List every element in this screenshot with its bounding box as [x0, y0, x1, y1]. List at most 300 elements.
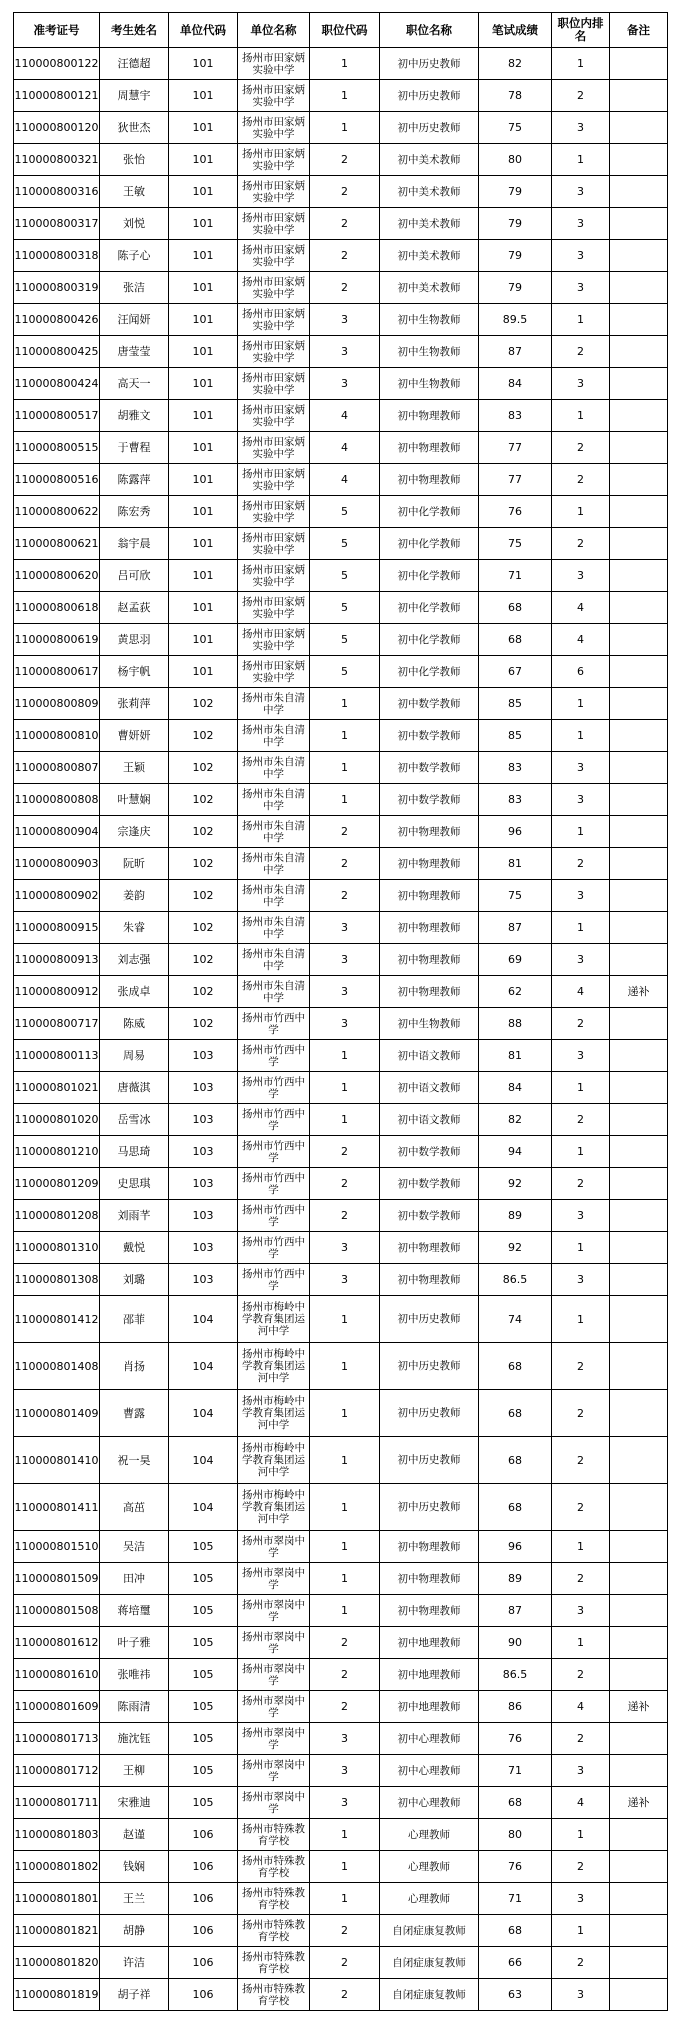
cell-position-rank: 1: [552, 1232, 610, 1264]
table-row: [14, 144, 668, 176]
cell-position-rank: 3: [552, 112, 610, 144]
cell-position-rank: 2: [552, 80, 610, 112]
cell-unit-code: 102: [169, 880, 238, 912]
cell-written-score: 83: [479, 784, 552, 816]
cell-unit-name: 扬州市竹西中学: [238, 1232, 310, 1264]
cell-position-rank: 3: [552, 1264, 610, 1296]
cell-candidate-name: 施沈钰: [100, 1723, 169, 1755]
cell-position-rank: 2: [552, 848, 610, 880]
cell-unit-name: 扬州市朱自清中学: [238, 720, 310, 752]
cell-unit-name: 扬州市梅岭中学教育集团运河中学: [238, 1484, 310, 1531]
cell-exam-number: 110000801508: [14, 1595, 100, 1627]
cell-position-name: 初中化学教师: [380, 528, 479, 560]
cell-position-rank: 3: [552, 176, 610, 208]
cell-remarks: [610, 560, 668, 592]
header-written-score: 笔试成绩: [479, 13, 552, 48]
cell-position-name: 初中数学教师: [380, 1200, 479, 1232]
cell-unit-code: 101: [169, 240, 238, 272]
cell-unit-code: 105: [169, 1691, 238, 1723]
table-row: [14, 496, 668, 528]
cell-remarks: [610, 144, 668, 176]
cell-position-rank: 3: [552, 1595, 610, 1627]
cell-exam-number: 110000801803: [14, 1819, 100, 1851]
cell-position-code: 4: [310, 432, 380, 464]
cell-position-name: 初中数学教师: [380, 688, 479, 720]
cell-remarks: [610, 1390, 668, 1437]
cell-written-score: 92: [479, 1168, 552, 1200]
cell-candidate-name: 陈子心: [100, 240, 169, 272]
cell-unit-code: 105: [169, 1595, 238, 1627]
cell-exam-number: 110000800113: [14, 1040, 100, 1072]
cell-unit-code: 101: [169, 304, 238, 336]
cell-unit-name: 扬州市朱自清中学: [238, 976, 310, 1008]
cell-exam-number: 110000800316: [14, 176, 100, 208]
cell-unit-name: 扬州市朱自清中学: [238, 944, 310, 976]
cell-position-rank: 2: [552, 1659, 610, 1691]
table-row: [14, 272, 668, 304]
cell-position-code: 2: [310, 1979, 380, 2011]
cell-position-name: 初中物理教师: [380, 880, 479, 912]
cell-position-name: 初中美术教师: [380, 208, 479, 240]
cell-position-code: 5: [310, 560, 380, 592]
cell-unit-name: 扬州市翠岗中学: [238, 1755, 310, 1787]
cell-unit-code: 102: [169, 1008, 238, 1040]
cell-position-code: 3: [310, 368, 380, 400]
cell-unit-code: 102: [169, 848, 238, 880]
cell-unit-code: 103: [169, 1264, 238, 1296]
cell-remarks: [610, 1296, 668, 1343]
cell-position-code: 1: [310, 1883, 380, 1915]
cell-candidate-name: 田冲: [100, 1563, 169, 1595]
cell-remarks: [610, 1851, 668, 1883]
cell-unit-name: 扬州市竹西中学: [238, 1136, 310, 1168]
cell-candidate-name: 刘悦: [100, 208, 169, 240]
cell-candidate-name: 赵谨: [100, 1819, 169, 1851]
cell-unit-name: 扬州市朱自清中学: [238, 848, 310, 880]
cell-written-score: 82: [479, 48, 552, 80]
cell-exam-number: 110000800618: [14, 592, 100, 624]
cell-position-name: 初中物理教师: [380, 816, 479, 848]
table-header: [14, 13, 668, 48]
cell-unit-name: 扬州市翠岗中学: [238, 1627, 310, 1659]
cell-exam-number: 110000800617: [14, 656, 100, 688]
cell-position-code: 2: [310, 1136, 380, 1168]
cell-position-name: 初中物理教师: [380, 848, 479, 880]
cell-remarks: [610, 1136, 668, 1168]
table-row: [14, 1627, 668, 1659]
table-row: [14, 1104, 668, 1136]
cell-unit-code: 103: [169, 1200, 238, 1232]
cell-position-rank: 1: [552, 48, 610, 80]
cell-candidate-name: 岳雪冰: [100, 1104, 169, 1136]
cell-unit-code: 105: [169, 1563, 238, 1595]
cell-position-name: 初中物理教师: [380, 944, 479, 976]
cell-remarks: [610, 1979, 668, 2011]
cell-exam-number: 110000800913: [14, 944, 100, 976]
table-row: [14, 176, 668, 208]
cell-remarks: [610, 1200, 668, 1232]
cell-exam-number: 110000800318: [14, 240, 100, 272]
cell-candidate-name: 唐莹莹: [100, 336, 169, 368]
cell-candidate-name: 朱睿: [100, 912, 169, 944]
cell-remarks: [610, 1264, 668, 1296]
cell-position-name: 初中历史教师: [380, 1390, 479, 1437]
cell-exam-number: 110000800903: [14, 848, 100, 880]
cell-unit-name: 扬州市田家炳实验中学: [238, 80, 310, 112]
cell-remarks: [610, 240, 668, 272]
cell-remarks: [610, 368, 668, 400]
cell-remarks: [610, 1947, 668, 1979]
cell-written-score: 75: [479, 528, 552, 560]
cell-position-rank: 1: [552, 1531, 610, 1563]
header-remarks: 备注: [610, 13, 668, 48]
cell-position-code: 2: [310, 272, 380, 304]
cell-unit-code: 104: [169, 1296, 238, 1343]
header-unit-name: 单位名称: [238, 13, 310, 48]
table-row: [14, 1723, 668, 1755]
cell-remarks: [610, 1343, 668, 1390]
cell-position-rank: 3: [552, 1200, 610, 1232]
cell-position-name: 初中地理教师: [380, 1659, 479, 1691]
cell-position-name: 初中生物教师: [380, 368, 479, 400]
cell-position-name: 初中物理教师: [380, 912, 479, 944]
cell-unit-code: 106: [169, 1979, 238, 2011]
cell-unit-code: 103: [169, 1072, 238, 1104]
table-row: [14, 240, 668, 272]
table-row: [14, 112, 668, 144]
cell-position-code: 1: [310, 784, 380, 816]
results-table: [13, 12, 668, 2011]
table-row: [14, 1390, 668, 1437]
cell-position-name: 初中地理教师: [380, 1627, 479, 1659]
cell-candidate-name: 许洁: [100, 1947, 169, 1979]
cell-position-rank: 3: [552, 880, 610, 912]
cell-position-code: 4: [310, 400, 380, 432]
cell-unit-code: 101: [169, 272, 238, 304]
cell-remarks: [610, 1659, 668, 1691]
cell-position-name: 初中数学教师: [380, 1168, 479, 1200]
cell-written-score: 81: [479, 848, 552, 880]
cell-unit-code: 101: [169, 336, 238, 368]
cell-written-score: 69: [479, 944, 552, 976]
cell-unit-code: 102: [169, 752, 238, 784]
table-row: [14, 688, 668, 720]
cell-position-code: 2: [310, 816, 380, 848]
cell-exam-number: 110000801410: [14, 1437, 100, 1484]
cell-written-score: 88: [479, 1008, 552, 1040]
cell-candidate-name: 史思琪: [100, 1168, 169, 1200]
cell-written-score: 68: [479, 1343, 552, 1390]
cell-candidate-name: 曹露: [100, 1390, 169, 1437]
cell-position-rank: 2: [552, 1947, 610, 1979]
cell-remarks: [610, 176, 668, 208]
cell-candidate-name: 张怡: [100, 144, 169, 176]
cell-remarks: [610, 48, 668, 80]
table-row: [14, 528, 668, 560]
cell-written-score: 89: [479, 1563, 552, 1595]
cell-written-score: 62: [479, 976, 552, 1008]
cell-unit-code: 105: [169, 1627, 238, 1659]
cell-unit-name: 扬州市田家炳实验中学: [238, 368, 310, 400]
cell-unit-code: 102: [169, 944, 238, 976]
cell-written-score: 79: [479, 208, 552, 240]
cell-candidate-name: 汪德超: [100, 48, 169, 80]
cell-candidate-name: 胡雅文: [100, 400, 169, 432]
cell-position-code: 3: [310, 912, 380, 944]
table-row: [14, 624, 668, 656]
cell-written-score: 75: [479, 880, 552, 912]
cell-position-rank: 2: [552, 1008, 610, 1040]
cell-remarks: [610, 432, 668, 464]
cell-unit-name: 扬州市田家炳实验中学: [238, 208, 310, 240]
cell-candidate-name: 宗逢庆: [100, 816, 169, 848]
cell-position-rank: 1: [552, 912, 610, 944]
cell-position-rank: 4: [552, 1787, 610, 1819]
table-row: [14, 336, 668, 368]
cell-candidate-name: 赵孟荻: [100, 592, 169, 624]
cell-unit-name: 扬州市翠岗中学: [238, 1659, 310, 1691]
cell-candidate-name: 钱娴: [100, 1851, 169, 1883]
cell-written-score: 75: [479, 112, 552, 144]
table-row: [14, 1136, 668, 1168]
cell-unit-code: 101: [169, 400, 238, 432]
cell-position-rank: 3: [552, 944, 610, 976]
cell-written-score: 86: [479, 1691, 552, 1723]
cell-unit-name: 扬州市特殊教育学校: [238, 1883, 310, 1915]
cell-position-code: 1: [310, 48, 380, 80]
cell-candidate-name: 周慧宇: [100, 80, 169, 112]
cell-written-score: 68: [479, 1437, 552, 1484]
cell-position-name: 初中数学教师: [380, 1136, 479, 1168]
cell-position-name: 心理教师: [380, 1883, 479, 1915]
header-position-rank: 职位内排名: [552, 13, 610, 48]
table-row: [14, 368, 668, 400]
cell-position-rank: 3: [552, 752, 610, 784]
cell-exam-number: 110000800915: [14, 912, 100, 944]
cell-unit-code: 101: [169, 176, 238, 208]
cell-position-rank: 1: [552, 688, 610, 720]
cell-unit-code: 101: [169, 464, 238, 496]
cell-remarks: [610, 80, 668, 112]
table-row: [14, 1296, 668, 1343]
cell-remarks: [610, 1008, 668, 1040]
cell-position-code: 5: [310, 528, 380, 560]
cell-exam-number: 110000800120: [14, 112, 100, 144]
cell-exam-number: 110000800620: [14, 560, 100, 592]
header-row: [14, 13, 668, 48]
cell-unit-code: 105: [169, 1787, 238, 1819]
cell-candidate-name: 胡静: [100, 1915, 169, 1947]
cell-position-rank: 2: [552, 1563, 610, 1595]
cell-remarks: [610, 400, 668, 432]
cell-remarks: [610, 272, 668, 304]
cell-unit-name: 扬州市翠岗中学: [238, 1787, 310, 1819]
cell-position-name: 初中化学教师: [380, 656, 479, 688]
cell-position-name: 初中地理教师: [380, 1691, 479, 1723]
cell-unit-name: 扬州市田家炳实验中学: [238, 432, 310, 464]
cell-exam-number: 110000801209: [14, 1168, 100, 1200]
table-body: [14, 48, 668, 2011]
cell-unit-code: 102: [169, 784, 238, 816]
cell-unit-name: 扬州市梅岭中学教育集团运河中学: [238, 1437, 310, 1484]
cell-exam-number: 110000801408: [14, 1343, 100, 1390]
cell-position-code: 1: [310, 1563, 380, 1595]
cell-unit-name: 扬州市田家炳实验中学: [238, 400, 310, 432]
cell-written-score: 66: [479, 1947, 552, 1979]
cell-remarks: [610, 848, 668, 880]
table-row: [14, 1979, 668, 2011]
cell-written-score: 71: [479, 1755, 552, 1787]
cell-remarks: [610, 752, 668, 784]
cell-position-name: 初中历史教师: [380, 80, 479, 112]
cell-position-rank: 2: [552, 1723, 610, 1755]
cell-written-score: 96: [479, 816, 552, 848]
cell-exam-number: 110000801821: [14, 1915, 100, 1947]
cell-position-code: 2: [310, 1915, 380, 1947]
cell-unit-name: 扬州市竹西中学: [238, 1008, 310, 1040]
cell-unit-name: 扬州市翠岗中学: [238, 1595, 310, 1627]
cell-position-name: 初中心理教师: [380, 1787, 479, 1819]
cell-unit-name: 扬州市竹西中学: [238, 1264, 310, 1296]
cell-exam-number: 110000800807: [14, 752, 100, 784]
cell-candidate-name: 马思琦: [100, 1136, 169, 1168]
cell-position-code: 1: [310, 720, 380, 752]
cell-written-score: 79: [479, 240, 552, 272]
cell-position-rank: 2: [552, 1851, 610, 1883]
cell-remarks: 递补: [610, 976, 668, 1008]
cell-position-code: 4: [310, 464, 380, 496]
cell-unit-name: 扬州市田家炳实验中学: [238, 304, 310, 336]
cell-position-rank: 2: [552, 1104, 610, 1136]
cell-candidate-name: 汪闻妍: [100, 304, 169, 336]
table-row: [14, 1755, 668, 1787]
cell-written-score: 90: [479, 1627, 552, 1659]
cell-position-name: 初中美术教师: [380, 272, 479, 304]
cell-candidate-name: 陈露萍: [100, 464, 169, 496]
cell-candidate-name: 姜韵: [100, 880, 169, 912]
cell-unit-name: 扬州市竹西中学: [238, 1200, 310, 1232]
header-candidate-name: 考生姓名: [100, 13, 169, 48]
cell-position-code: 5: [310, 656, 380, 688]
cell-written-score: 84: [479, 368, 552, 400]
cell-written-score: 85: [479, 720, 552, 752]
table-row: [14, 1883, 668, 1915]
cell-position-rank: 3: [552, 1883, 610, 1915]
cell-unit-code: 106: [169, 1851, 238, 1883]
table-row: [14, 1040, 668, 1072]
cell-unit-name: 扬州市田家炳实验中学: [238, 144, 310, 176]
table-row: [14, 1437, 668, 1484]
cell-position-name: 自闭症康复教师: [380, 1915, 479, 1947]
table-row: [14, 912, 668, 944]
cell-candidate-name: 宋雅迪: [100, 1787, 169, 1819]
cell-unit-name: 扬州市翠岗中学: [238, 1691, 310, 1723]
cell-unit-name: 扬州市田家炳实验中学: [238, 592, 310, 624]
cell-unit-code: 105: [169, 1531, 238, 1563]
cell-unit-code: 101: [169, 656, 238, 688]
cell-candidate-name: 邵菲: [100, 1296, 169, 1343]
cell-position-code: 3: [310, 304, 380, 336]
cell-written-score: 84: [479, 1072, 552, 1104]
cell-position-code: 2: [310, 1627, 380, 1659]
cell-written-score: 68: [479, 1787, 552, 1819]
cell-exam-number: 110000800319: [14, 272, 100, 304]
cell-remarks: [610, 1563, 668, 1595]
cell-unit-code: 103: [169, 1232, 238, 1264]
cell-remarks: [610, 816, 668, 848]
cell-written-score: 87: [479, 336, 552, 368]
cell-written-score: 81: [479, 1040, 552, 1072]
cell-unit-name: 扬州市朱自清中学: [238, 816, 310, 848]
cell-unit-name: 扬州市田家炳实验中学: [238, 176, 310, 208]
table-row: [14, 48, 668, 80]
cell-remarks: [610, 1723, 668, 1755]
cell-position-name: 初中物理教师: [380, 976, 479, 1008]
cell-position-name: 心理教师: [380, 1851, 479, 1883]
cell-remarks: [610, 720, 668, 752]
cell-unit-code: 106: [169, 1947, 238, 1979]
table-row: [14, 816, 668, 848]
cell-exam-number: 110000800516: [14, 464, 100, 496]
cell-position-code: 2: [310, 1691, 380, 1723]
table-row: [14, 1563, 668, 1595]
cell-position-rank: 1: [552, 304, 610, 336]
cell-position-code: 2: [310, 880, 380, 912]
cell-remarks: [610, 1040, 668, 1072]
cell-position-rank: 3: [552, 560, 610, 592]
cell-candidate-name: 胡子祥: [100, 1979, 169, 2011]
cell-unit-name: 扬州市梅岭中学教育集团运河中学: [238, 1390, 310, 1437]
cell-exam-number: 110000800904: [14, 816, 100, 848]
cell-unit-code: 101: [169, 48, 238, 80]
cell-position-name: 初中美术教师: [380, 144, 479, 176]
cell-unit-name: 扬州市特殊教育学校: [238, 1915, 310, 1947]
cell-position-code: 1: [310, 752, 380, 784]
cell-candidate-name: 阮昕: [100, 848, 169, 880]
table-row: [14, 1787, 668, 1819]
cell-written-score: 80: [479, 144, 552, 176]
table-row: [14, 1008, 668, 1040]
cell-unit-name: 扬州市竹西中学: [238, 1040, 310, 1072]
cell-position-name: 初中数学教师: [380, 784, 479, 816]
cell-unit-code: 102: [169, 976, 238, 1008]
cell-position-code: 3: [310, 1787, 380, 1819]
cell-exam-number: 110000800321: [14, 144, 100, 176]
cell-candidate-name: 张洁: [100, 272, 169, 304]
cell-position-rank: 1: [552, 144, 610, 176]
cell-exam-number: 110000801712: [14, 1755, 100, 1787]
header-position-code: 职位代码: [310, 13, 380, 48]
cell-position-rank: 1: [552, 1627, 610, 1659]
cell-position-code: 5: [310, 496, 380, 528]
cell-unit-code: 101: [169, 80, 238, 112]
table-row: [14, 1691, 668, 1723]
cell-candidate-name: 张唯祎: [100, 1659, 169, 1691]
table-row: [14, 848, 668, 880]
cell-candidate-name: 祝一昊: [100, 1437, 169, 1484]
cell-unit-name: 扬州市特殊教育学校: [238, 1947, 310, 1979]
cell-unit-code: 101: [169, 432, 238, 464]
cell-written-score: 68: [479, 1915, 552, 1947]
cell-unit-code: 101: [169, 592, 238, 624]
cell-candidate-name: 翁宇晨: [100, 528, 169, 560]
cell-position-code: 2: [310, 1200, 380, 1232]
cell-remarks: [610, 112, 668, 144]
cell-candidate-name: 叶子雅: [100, 1627, 169, 1659]
cell-candidate-name: 黄思羽: [100, 624, 169, 656]
cell-position-name: 初中化学教师: [380, 592, 479, 624]
cell-unit-code: 101: [169, 560, 238, 592]
